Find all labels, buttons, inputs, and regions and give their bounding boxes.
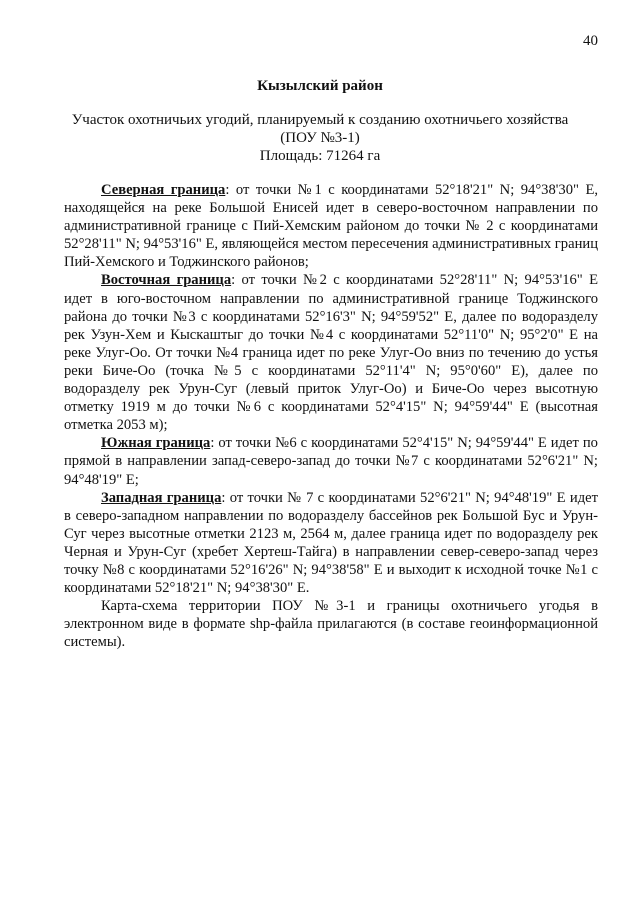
paragraph-north-border bbox=[64, 181, 598, 271]
paragraph-east-border bbox=[64, 271, 598, 434]
paragraph-west-border bbox=[64, 489, 598, 598]
west-border-label: Западная граница bbox=[101, 489, 222, 506]
south-border-text: : от точки №6 с координатами 52°4'15" N; 94°59'44" E идет по прямой в направлении запад-северо-запад до точки №7 с координатами 52°6'21" N; 94°48'19" E; bbox=[64, 435, 598, 488]
subtitle-line: Площадь: 71264 га bbox=[259, 148, 381, 164]
north-border-label: Северная граница bbox=[101, 182, 226, 198]
page-number: 40 bbox=[583, 33, 598, 49]
paragraph-south-border bbox=[64, 434, 598, 488]
west-border-text: : от точки № 7 с координатами 52°6'21" N; 94°48'19" E идет в северо-западном направлении по водоразделу бассейнов рек Большой Бус и Урун-Суг через высотные отметки 2123 м, 2564 м, далее граница идет по водоразделу рек Черная и Урун-Суг (хребет Хертеш-Тайга) в направлении север-северо-запад через точку №8 с координатами 52°16'26" N; 94°38'58" E и выходит к исходной точке №1 с координатами 52°18'21" N; 94°38'30" E. bbox=[64, 489, 598, 597]
south-border-label: Южная граница bbox=[101, 435, 211, 452]
north-border-text: : от точки №1 с координатами 52°18'21" N; 94°38'30" E, находящейся на реке Большой Енисей идет в северо-восточном направлении по административной границе с Пий-Хемским районом до точки № 2 с координатами 52°28'11" N; 94°53'16" E, являющейся местом пересечения административных границ Пий-Хемского и Тоджинского районов; bbox=[64, 182, 599, 271]
document-title: Кызылский район bbox=[257, 78, 383, 94]
east-border-label: Восточная граница bbox=[101, 272, 232, 289]
subtitle-line: Участок охотничьих угодий, планируемый к созданию охотничьего хозяйства bbox=[71, 112, 569, 128]
document-subtitle bbox=[60, 111, 580, 165]
east-border-text: : от точки №2 с координатами 52°28'11" N; 94°53'16" E идет в юго-восточном направлении по административной границе Тоджинского района до точки №3 с координатами 52°16'3" N; 94°59'52" E, далее по водоразделу рек Узун-Хем и Кыскаштыг до точки №4 с координатами 52°11'0" N; 95°2'0" E на реке Улуг-Оо. От точки №4 граница идет по реке Улуг-Оо вниз по течению до устья реки Биче-Оо (точка №5 с координатами 52°11'4" N; 95°0'60" E), далее по водоразделу рек Урун-Суг (левый приток Улуг-Оо) и Биче-Оо через высотную отметку 1919 м до точки №6 с координатами 52°4'15" N; 94°59'44" E (высотная отметка 2053 м); bbox=[64, 272, 599, 434]
subtitle-line: (ПОУ №3-1) bbox=[280, 130, 360, 146]
document-body bbox=[64, 181, 598, 651]
map-note-text: Карта-схема территории ПОУ №3-1 и границы охотничьего угодья в электронном виде в формате shp-файла прилагаются (в составе геоинформационной системы). bbox=[64, 598, 598, 651]
paragraph-map-note bbox=[64, 597, 598, 651]
